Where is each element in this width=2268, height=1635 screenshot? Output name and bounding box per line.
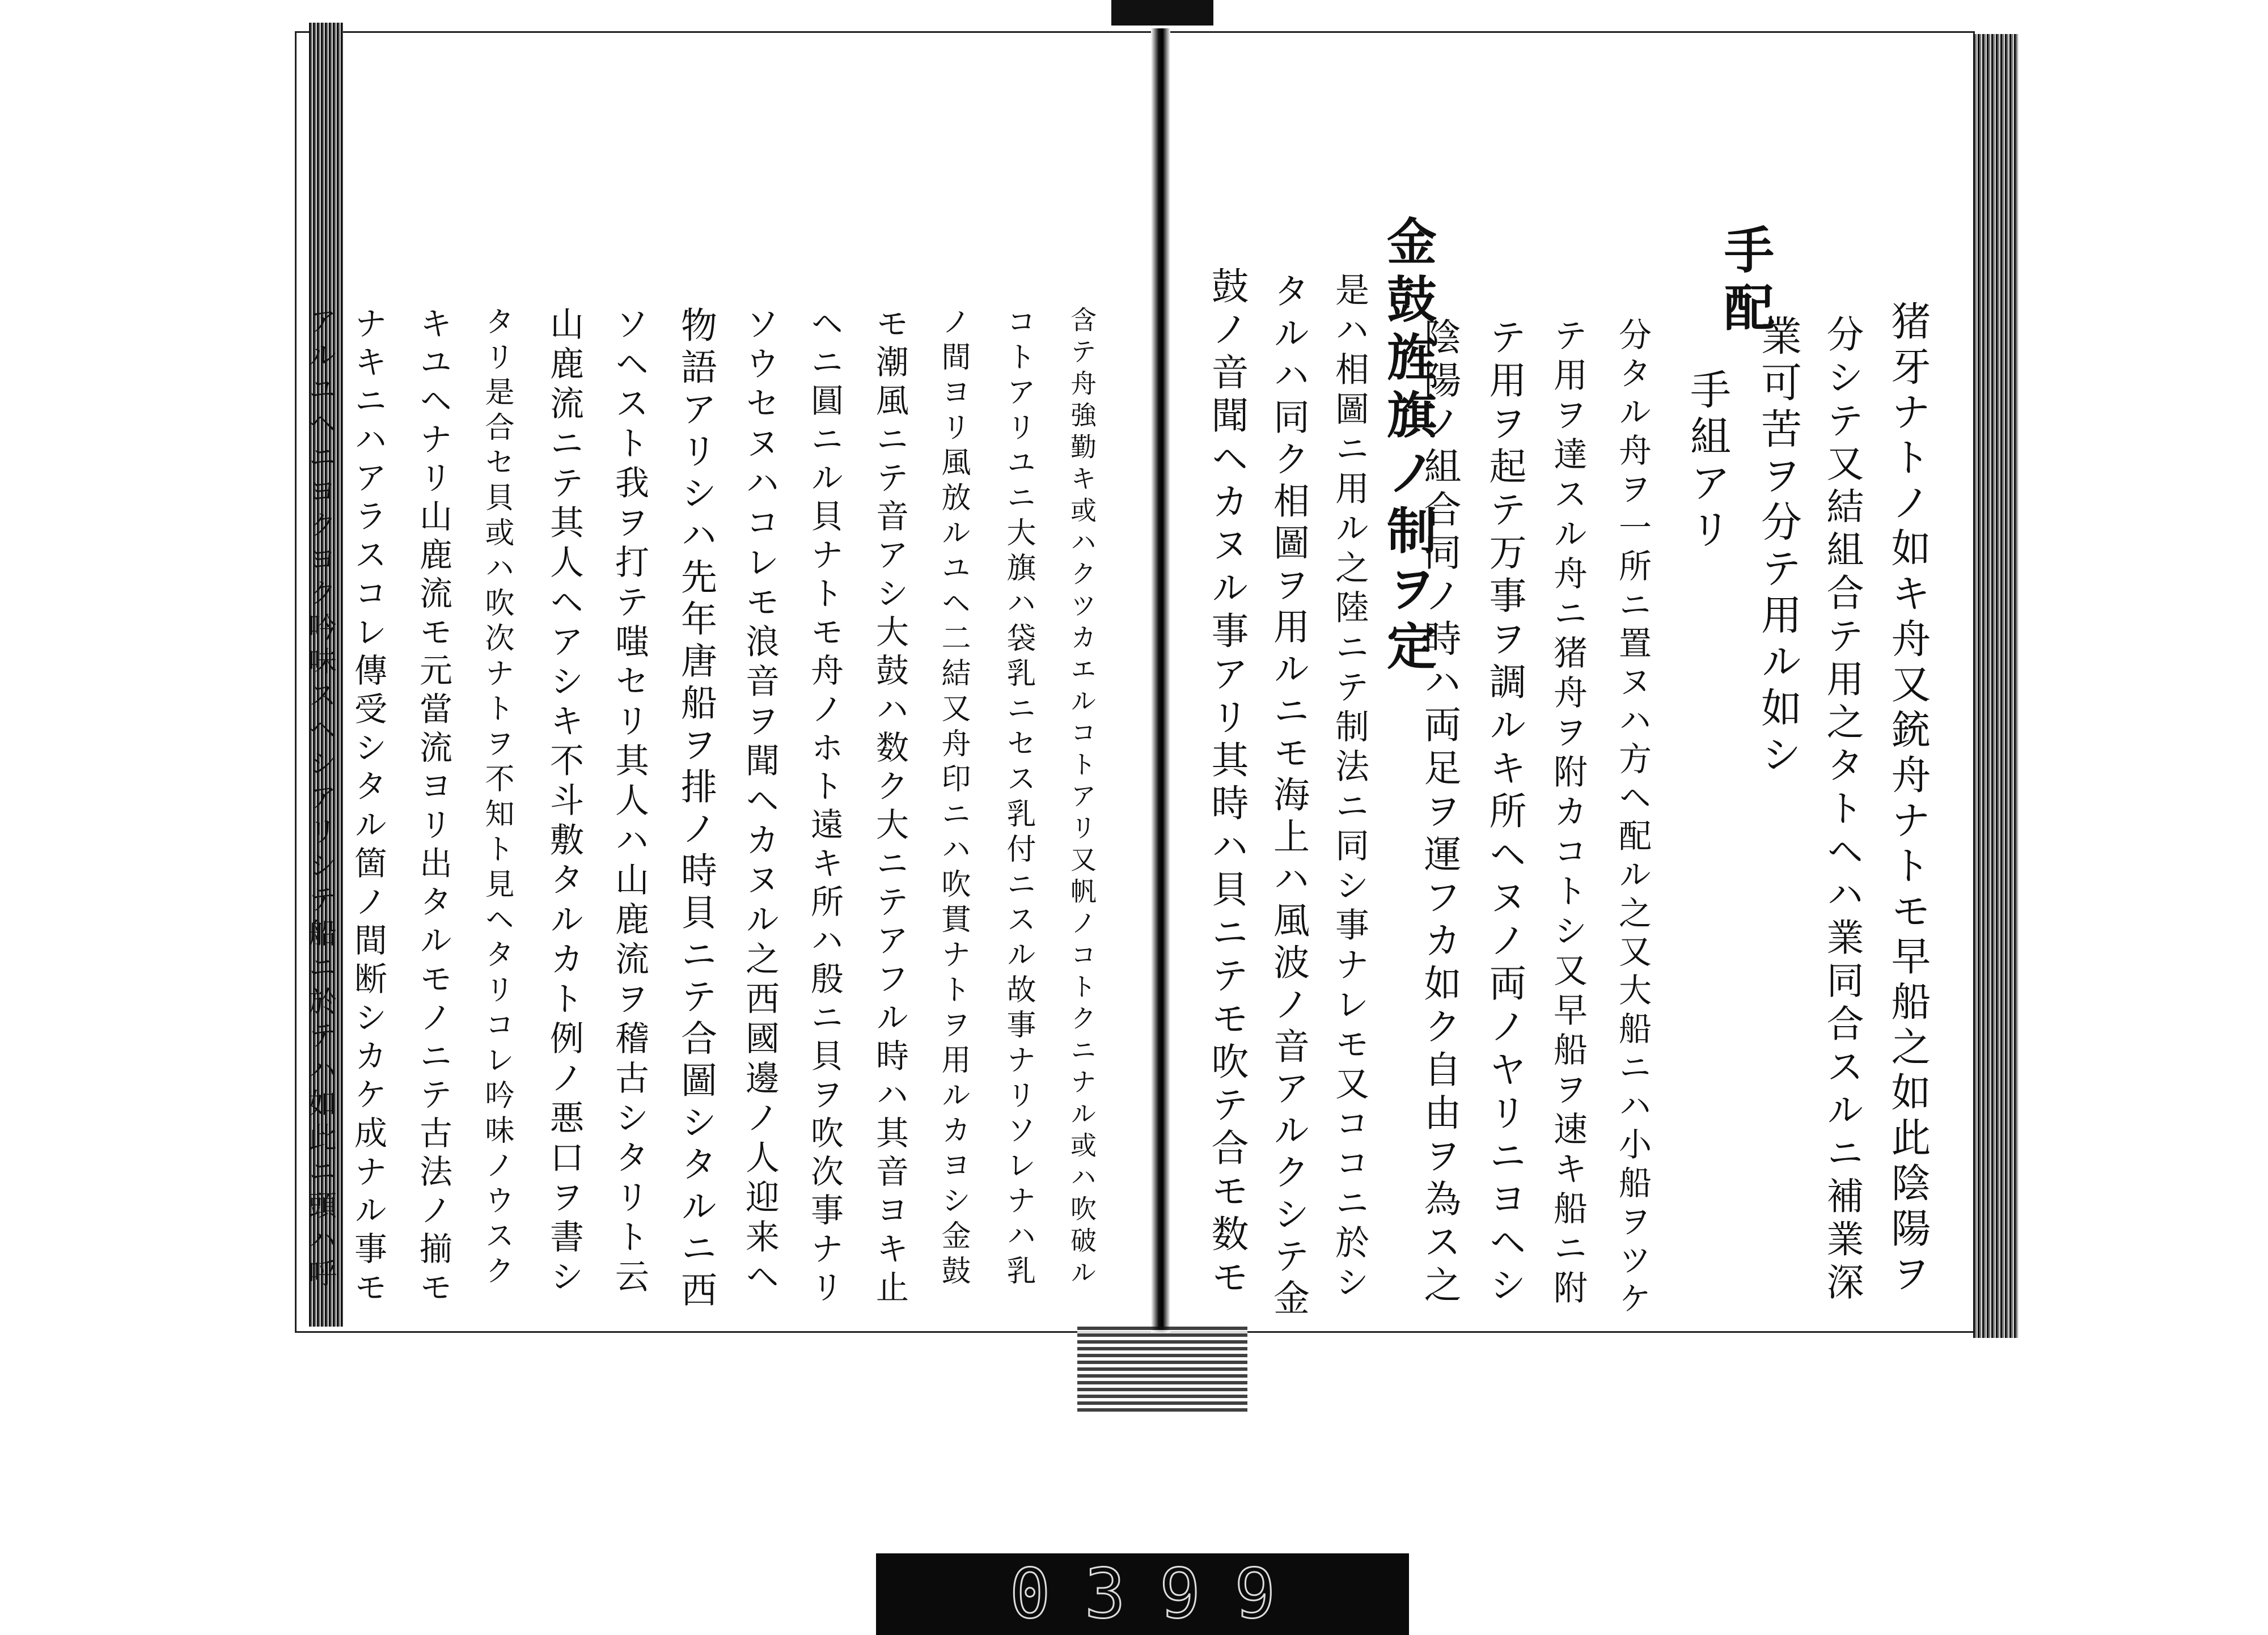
right-col-11: タルハ同ク相圖ヲ用ルニモ海上ハ風波ノ音アルクシテ金 [1267, 272, 1309, 1321]
right-col-10: 是ハ相圖ニ用ル之陸ニテ制法ニ同シ事ナレモ又ココニ於シ [1330, 272, 1369, 1304]
book-spine [1151, 28, 1170, 1332]
right-col-6: テ用ヲ達スル舟ニ猪舟ヲ附カコトシ又早船ヲ速キ船ニ附 [1548, 317, 1588, 1310]
left-col-3: ノ間ヨリ風放ルユヘ二結又舟印ニハ吹貫ナトヲ用ルカヨシ金鼓 [936, 306, 970, 1290]
left-col-6: ソウセヌハコレモ浪音ヲ聞ヘカヌル之西國邊ノ人迎来ヘ [740, 306, 780, 1298]
right-col-subheading: 手組アリ [1683, 368, 1731, 554]
binding-clip-top [1111, 0, 1213, 26]
left-col-2: コトアリユニ大旗ハ袋乳ニセス乳付ニスル故事ナリソレナハ乳 [1001, 306, 1035, 1290]
left-col-1: 含テ舟強勤キ或ハクツカエルコトアリ又帆ノコトクニナル或ハ吹破ル [1067, 306, 1097, 1290]
right-col-5: 分タル舟ヲ一所ニ置ヌハ方ヘ配ル之又大船ニハ小船ヲツケ [1613, 317, 1652, 1320]
left-col-12: ナキニハアラスコレ傳受シタル箇ノ間断シカケ成ナル事モ [349, 306, 387, 1308]
right-col-7: テ用ヲ起テ万事ヲ調ルキ所ヘヌノ両ノヤリニヨヘシ [1483, 317, 1526, 1308]
left-col-11: キユヘナリ山鹿流モ元當流ヨリ出タルモノニテ古法ノ揃モ [414, 306, 452, 1308]
right-col-2: 分シテ又結組合テ用之タトヘハ業同合スルニ補業深 [1820, 315, 1864, 1306]
left-col-8: ソヘスト我ヲ打テ嗤セリ其人ハ山鹿流ヲ稽古シタリト云 [610, 306, 649, 1298]
left-col-7: 物語アリシハ先年唐船ヲ排ノ時貝ニテ合圖シタルニ西 [675, 306, 717, 1313]
page-number-stamp [876, 1553, 1409, 1635]
left-col-13: アルユヘニヨクヨク吟味スヘシアリシテ船ニ於テハ如此ニ頭ハ呼 [304, 306, 337, 1293]
right-page-edges [1973, 34, 2019, 1338]
left-col-9: 山鹿流ニテ其人ヘアシキ不斗敷タルカト例ノ悪口ヲ書シ [544, 306, 584, 1298]
right-col-8: 陰陽ノ組合同ノ時ハ両足ヲ運フカ如ク自由ヲ為ス之 [1417, 317, 1461, 1308]
heading-kinko-seiki: 金鼓旌旗ノ制ヲ定 [1379, 215, 1438, 678]
binding-clip-bottom [1077, 1327, 1247, 1412]
heading-tehai: 手配 [1716, 224, 1775, 340]
page-number: 0399 [1009, 1554, 1310, 1634]
right-col-3: 業可苦ヲ分テ用ル如シ [1754, 315, 1802, 780]
left-col-4: モ潮風ニテ音アシ大鼓ハ数ク大ニテアフル時ハ其音ヨキ止 [870, 306, 909, 1308]
left-col-10: タリ是合セ貝或ハ吹次ナトヲ不知ト見ヘタリコレ吟味ノウスク [480, 306, 514, 1290]
right-col-1: 猪牙ナトノ如キ舟又銃舟ナトモ早船之如此陰陽ヲ [1885, 300, 1931, 1298]
left-col-5: ヘニ圓ニル貝ナトモ舟ノホト遠キ所ハ殷ニ貝ヲ吹次事ナリ [805, 306, 844, 1308]
right-col-12: 鼓ノ音聞ヘカヌル事アリ其時ハ貝ニテモ吹テ合モ数モ [1205, 266, 1249, 1301]
